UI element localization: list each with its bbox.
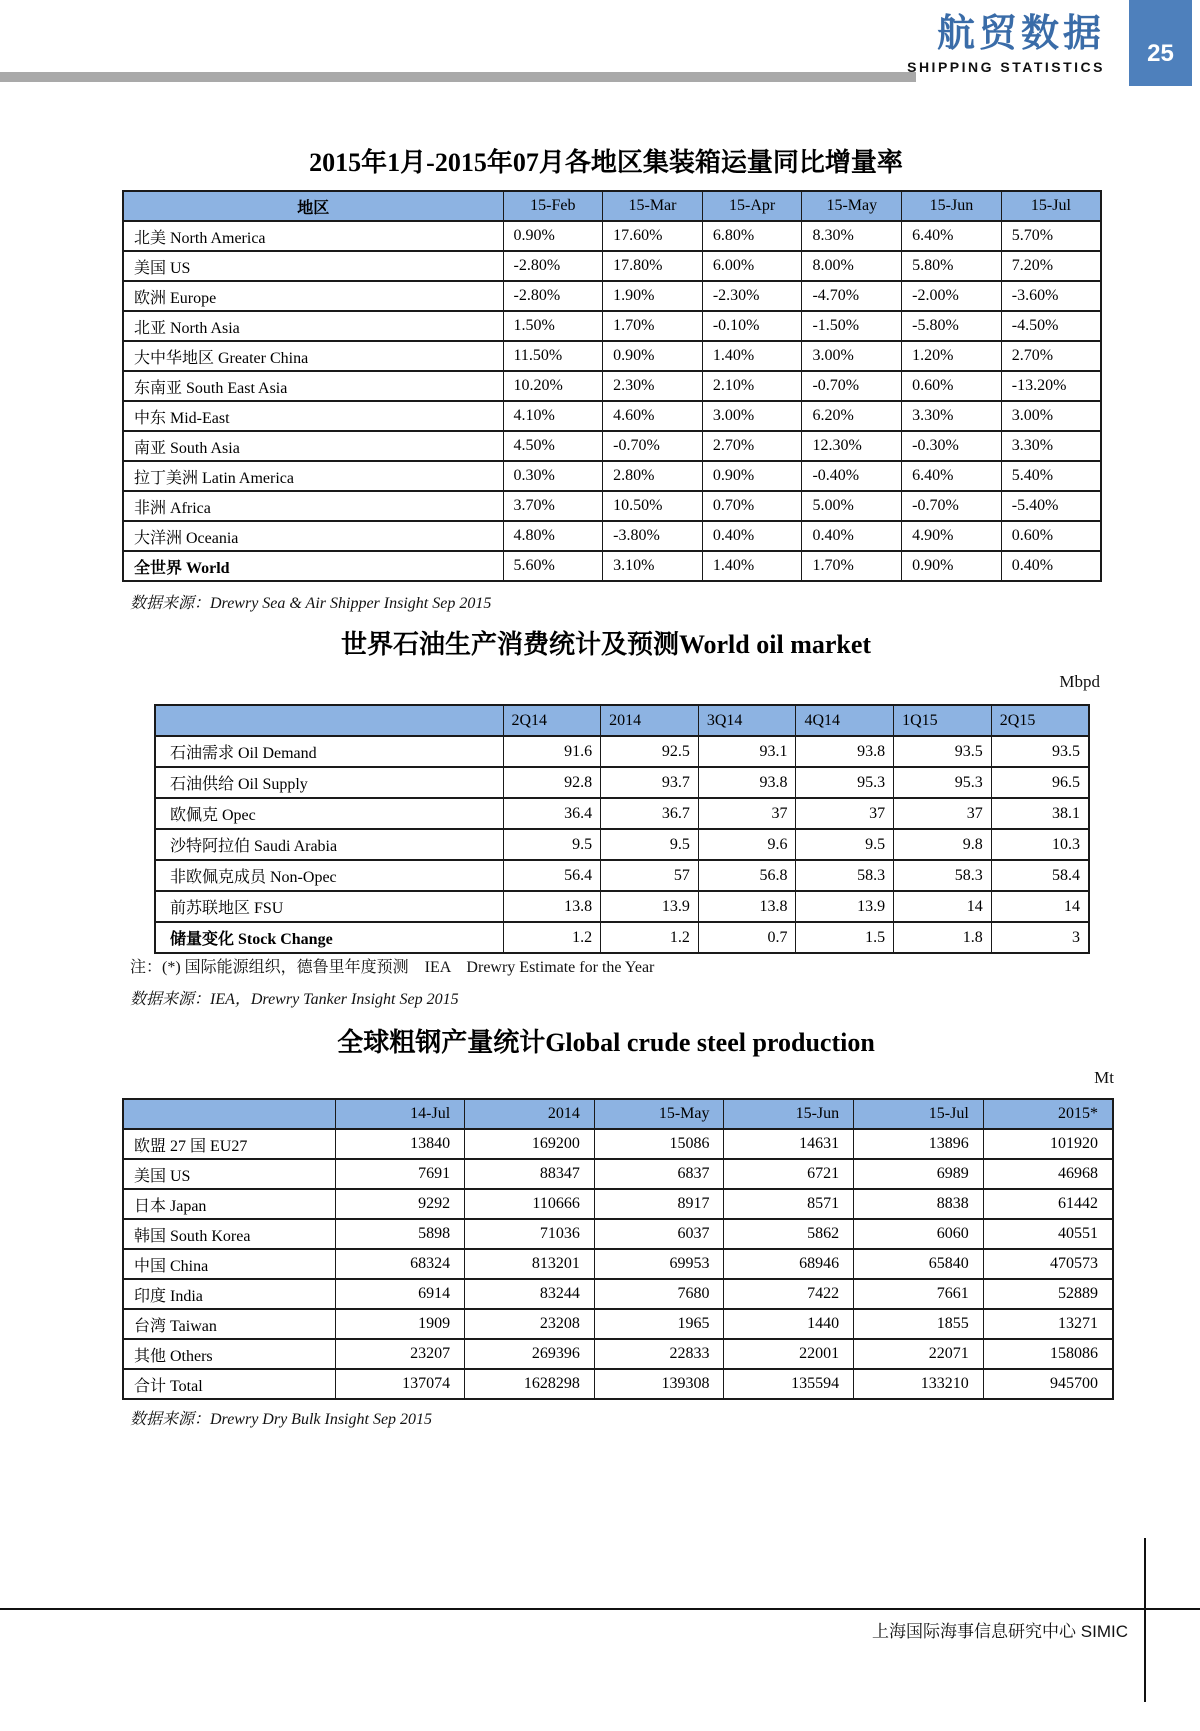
cell-value: 9.6 <box>698 829 796 860</box>
cell-value: 40551 <box>983 1219 1113 1249</box>
cell-value: 95.3 <box>796 767 894 798</box>
cell-value: 91.6 <box>503 736 601 767</box>
cell-value: 5.70% <box>1001 221 1101 251</box>
column-header: 2Q15 <box>991 705 1089 736</box>
cell-value: -2.80% <box>503 251 603 281</box>
cell-value: 93.7 <box>601 767 699 798</box>
cell-value: -5.40% <box>1001 491 1101 521</box>
cell-value: 11.50% <box>503 341 603 371</box>
cell-value: 8838 <box>854 1189 984 1219</box>
cell-value: -3.80% <box>603 521 703 551</box>
cell-value: 7.20% <box>1001 251 1101 281</box>
cell-value: 13.8 <box>698 891 796 922</box>
cell-value: 137074 <box>335 1369 465 1399</box>
cell-value: 36.7 <box>601 798 699 829</box>
table-row <box>123 1279 1113 1309</box>
row-label: 欧盟 27 国 EU27 <box>123 1129 335 1159</box>
cell-value: 0.90% <box>902 551 1002 581</box>
column-header <box>155 705 503 736</box>
row-label: 北美 North America <box>123 221 503 251</box>
table-header-row <box>155 705 1089 736</box>
cell-value: 6914 <box>335 1279 465 1309</box>
column-header: 15-Jun <box>724 1099 854 1129</box>
cell-value: 6.00% <box>702 251 802 281</box>
table-row <box>123 551 1101 581</box>
cell-value: 9.5 <box>796 829 894 860</box>
cell-value: 1.2 <box>601 922 699 953</box>
row-label: 欧洲 Europe <box>123 281 503 311</box>
cell-value: 10.50% <box>603 491 703 521</box>
table-row <box>123 431 1101 461</box>
cell-value: 2.70% <box>1001 341 1101 371</box>
cell-value: 1.2 <box>503 922 601 953</box>
footer-org-name: 上海国际海事信息研究中心 SIMIC <box>872 1622 1128 1641</box>
cell-value: 22833 <box>594 1339 724 1369</box>
cell-value: 1.40% <box>702 551 802 581</box>
source-note-steel: 数据来源：Drewry Dry Bulk Insight Sep 2015 <box>130 1411 433 1428</box>
table-row <box>123 1369 1113 1399</box>
cell-value: 3.30% <box>1001 431 1101 461</box>
cell-value: 0.60% <box>902 371 1002 401</box>
cell-value: 6.80% <box>702 221 802 251</box>
cell-value: -1.50% <box>802 311 902 341</box>
cell-value: 52889 <box>983 1279 1113 1309</box>
row-label: 台湾 Taiwan <box>123 1309 335 1339</box>
cell-value: 4.90% <box>902 521 1002 551</box>
cell-value: 3.00% <box>1001 401 1101 431</box>
cell-value: 0.90% <box>503 221 603 251</box>
cell-value: 0.40% <box>702 521 802 551</box>
cell-value: 93.8 <box>796 736 894 767</box>
cell-value: 38.1 <box>991 798 1089 829</box>
cell-value: 2.70% <box>702 431 802 461</box>
cell-value: 5.40% <box>1001 461 1101 491</box>
row-label: 大中华地区 Greater China <box>123 341 503 371</box>
cell-value: 95.3 <box>894 767 992 798</box>
cell-value: 22001 <box>724 1339 854 1369</box>
cell-value: 4.80% <box>503 521 603 551</box>
footnote-oil: 注：(*) 国际能源组织，德鲁里年度预测 IEA Drewry Estimate for the Year <box>130 959 655 976</box>
table-row <box>123 1219 1113 1249</box>
page-number: 25 <box>1147 40 1174 67</box>
cell-value: -5.80% <box>902 311 1002 341</box>
cell-value: 6.40% <box>902 461 1002 491</box>
table-row <box>123 1159 1113 1189</box>
cell-value: 65840 <box>854 1249 984 1279</box>
cell-value: 13271 <box>983 1309 1113 1339</box>
cell-value: 93.5 <box>991 736 1089 767</box>
cell-value: 37 <box>894 798 992 829</box>
table-row <box>123 1309 1113 1339</box>
row-label: 日本 Japan <box>123 1189 335 1219</box>
cell-value: 23208 <box>465 1309 595 1339</box>
cell-value: -13.20% <box>1001 371 1101 401</box>
column-header: 15-Mar <box>603 191 703 221</box>
footer-divider-line <box>0 1608 1200 1610</box>
cell-value: 5.60% <box>503 551 603 581</box>
cell-value: 6837 <box>594 1159 724 1189</box>
cell-value: 1.70% <box>802 551 902 581</box>
cell-value: 9.8 <box>894 829 992 860</box>
column-header: 3Q14 <box>698 705 796 736</box>
cell-value: 9292 <box>335 1189 465 1219</box>
cell-value: 1855 <box>854 1309 984 1339</box>
section-title-oil-market: 世界石油生产消费统计及预测World oil market <box>340 630 872 659</box>
table-row <box>155 860 1089 891</box>
table-row <box>155 922 1089 953</box>
cell-value: 3.70% <box>503 491 603 521</box>
row-label: 石油需求 Oil Demand <box>155 736 503 767</box>
row-label: 美国 US <box>123 1159 335 1189</box>
table-row <box>123 461 1101 491</box>
cell-value: 0.40% <box>802 521 902 551</box>
cell-value: 37 <box>698 798 796 829</box>
cell-value: 813201 <box>465 1249 595 1279</box>
cell-value: -0.10% <box>702 311 802 341</box>
cell-value: 133210 <box>854 1369 984 1399</box>
cell-value: 57 <box>601 860 699 891</box>
cell-value: 3 <box>991 922 1089 953</box>
cell-value: 14 <box>991 891 1089 922</box>
column-header: 15-Feb <box>503 191 603 221</box>
cell-value: 3.10% <box>603 551 703 581</box>
cell-value: 158086 <box>983 1339 1113 1369</box>
cell-value: 2.30% <box>603 371 703 401</box>
cell-value: 61442 <box>983 1189 1113 1219</box>
column-header: 15-May <box>594 1099 724 1129</box>
oil-market-table <box>154 704 1090 954</box>
table-row <box>123 491 1101 521</box>
table-row <box>123 281 1101 311</box>
table-row <box>123 1189 1113 1219</box>
cell-value: 9.5 <box>601 829 699 860</box>
table-row <box>123 341 1101 371</box>
cell-value: 470573 <box>983 1249 1113 1279</box>
table-row <box>123 311 1101 341</box>
table-row <box>123 1339 1113 1369</box>
table-row <box>155 767 1089 798</box>
column-header: 15-Jul <box>854 1099 984 1129</box>
cell-value: 8.30% <box>802 221 902 251</box>
cell-value: 13.9 <box>796 891 894 922</box>
cell-value: 6037 <box>594 1219 724 1249</box>
row-label: 北亚 North Asia <box>123 311 503 341</box>
cell-value: 8571 <box>724 1189 854 1219</box>
row-label: 储量变化 Stock Change <box>155 922 503 953</box>
cell-value: 56.4 <box>503 860 601 891</box>
cell-value: 13840 <box>335 1129 465 1159</box>
cell-value: 1628298 <box>465 1369 595 1399</box>
cell-value: -3.60% <box>1001 281 1101 311</box>
cell-value: 0.70% <box>702 491 802 521</box>
row-label: 石油供给 Oil Supply <box>155 767 503 798</box>
cell-value: 12.30% <box>802 431 902 461</box>
cell-value: 5862 <box>724 1219 854 1249</box>
cell-value: 5.00% <box>802 491 902 521</box>
column-header: 地区 <box>123 191 503 221</box>
cell-value: 93.5 <box>894 736 992 767</box>
cell-value: 0.90% <box>702 461 802 491</box>
table-header-row <box>123 1099 1113 1129</box>
cell-value: 110666 <box>465 1189 595 1219</box>
cell-value: -2.30% <box>702 281 802 311</box>
row-label: 中东 Mid-East <box>123 401 503 431</box>
cell-value: 22071 <box>854 1339 984 1369</box>
cell-value: 6060 <box>854 1219 984 1249</box>
cell-value: 96.5 <box>991 767 1089 798</box>
unit-label-mt: Mt <box>1094 1068 1114 1087</box>
cell-value: 3.00% <box>702 401 802 431</box>
cell-value: 101920 <box>983 1129 1113 1159</box>
column-header: 2014 <box>601 705 699 736</box>
column-header: 15-May <box>802 191 902 221</box>
cell-value: 93.8 <box>698 767 796 798</box>
row-label: 韩国 South Korea <box>123 1219 335 1249</box>
row-label: 非欧佩克成员 Non-Opec <box>155 860 503 891</box>
cell-value: 0.40% <box>1001 551 1101 581</box>
cell-value: 1.8 <box>894 922 992 953</box>
cell-value: 10.20% <box>503 371 603 401</box>
cell-value: -0.70% <box>603 431 703 461</box>
cell-value: 92.8 <box>503 767 601 798</box>
cell-value: 13896 <box>854 1129 984 1159</box>
cell-value: 13.8 <box>503 891 601 922</box>
page-number-badge <box>1129 0 1192 86</box>
source-note-oil: 数据来源：IEA，Drewry Tanker Insight Sep 2015 <box>130 991 459 1008</box>
cell-value: 8917 <box>594 1189 724 1219</box>
cell-value: 0.30% <box>503 461 603 491</box>
cell-value: 23207 <box>335 1339 465 1369</box>
cell-value: 83244 <box>465 1279 595 1309</box>
column-header <box>123 1099 335 1129</box>
cell-value: 3.00% <box>802 341 902 371</box>
cell-value: 6721 <box>724 1159 854 1189</box>
cell-value: -2.00% <box>902 281 1002 311</box>
cell-value: 36.4 <box>503 798 601 829</box>
header-brand <box>0 12 1105 75</box>
cell-value: -0.40% <box>802 461 902 491</box>
cell-value: 1.70% <box>603 311 703 341</box>
source-note-container: 数据来源：Drewry Sea & Air Shipper Insight Sep 2015 <box>130 595 492 612</box>
row-label: 东南亚 South East Asia <box>123 371 503 401</box>
column-header: 15-Jul <box>1001 191 1101 221</box>
table-row <box>123 1249 1113 1279</box>
row-label: 前苏联地区 FSU <box>155 891 503 922</box>
cell-value: -0.30% <box>902 431 1002 461</box>
cell-value: 14 <box>894 891 992 922</box>
column-header: 4Q14 <box>796 705 894 736</box>
cell-value: 2.80% <box>603 461 703 491</box>
cell-value: 7661 <box>854 1279 984 1309</box>
cell-value: 13.9 <box>601 891 699 922</box>
cell-value: 56.8 <box>698 860 796 891</box>
table-row <box>123 371 1101 401</box>
cell-value: 9.5 <box>503 829 601 860</box>
cell-value: 0.60% <box>1001 521 1101 551</box>
row-label: 欧佩克 Opec <box>155 798 503 829</box>
cell-value: 17.80% <box>603 251 703 281</box>
cell-value: 7691 <box>335 1159 465 1189</box>
row-label: 全世界 World <box>123 551 503 581</box>
cell-value: 1.50% <box>503 311 603 341</box>
cell-value: 1.20% <box>902 341 1002 371</box>
header-brand-english: SHIPPING STATISTICS <box>907 59 1105 75</box>
cell-value: 139308 <box>594 1369 724 1399</box>
cell-value: 169200 <box>465 1129 595 1159</box>
section-title-container-volume: 2015年1月-2015年07月各地区集装箱运量同比增量率 <box>309 148 903 177</box>
unit-label-mbpd: Mbpd <box>1059 672 1100 691</box>
table-row <box>155 829 1089 860</box>
row-label: 美国 US <box>123 251 503 281</box>
column-header: 2Q14 <box>503 705 601 736</box>
cell-value: 88347 <box>465 1159 595 1189</box>
cell-value: 4.60% <box>603 401 703 431</box>
row-label: 南亚 South Asia <box>123 431 503 461</box>
cell-value: 135594 <box>724 1369 854 1399</box>
cell-value: 17.60% <box>603 221 703 251</box>
cell-value: 945700 <box>983 1369 1113 1399</box>
cell-value: 6989 <box>854 1159 984 1189</box>
cell-value: 69953 <box>594 1249 724 1279</box>
cell-value: 1909 <box>335 1309 465 1339</box>
cell-value: 5.80% <box>902 251 1002 281</box>
container-volume-table <box>122 190 1102 582</box>
table-header-row <box>123 191 1101 221</box>
row-label: 大洋洲 Oceania <box>123 521 503 551</box>
cell-value: -2.80% <box>503 281 603 311</box>
table-row <box>123 521 1101 551</box>
cell-value: -0.70% <box>802 371 902 401</box>
cell-value: 0.90% <box>603 341 703 371</box>
cell-value: 1.90% <box>603 281 703 311</box>
cell-value: 7680 <box>594 1279 724 1309</box>
cell-value: 58.3 <box>894 860 992 891</box>
cell-value: 68324 <box>335 1249 465 1279</box>
cell-value: -0.70% <box>902 491 1002 521</box>
column-header: 1Q15 <box>894 705 992 736</box>
cell-value: 93.1 <box>698 736 796 767</box>
cell-value: 3.30% <box>902 401 1002 431</box>
cell-value: 4.10% <box>503 401 603 431</box>
table-row <box>123 1129 1113 1159</box>
right-margin-rule <box>1144 1538 1146 1702</box>
column-header: 2015* <box>983 1099 1113 1129</box>
cell-value: 269396 <box>465 1339 595 1369</box>
cell-value: 58.3 <box>796 860 894 891</box>
row-label: 沙特阿拉伯 Saudi Arabia <box>155 829 503 860</box>
row-label: 合计 Total <box>123 1369 335 1399</box>
row-label: 其他 Others <box>123 1339 335 1369</box>
cell-value: 0.7 <box>698 922 796 953</box>
cell-value: 71036 <box>465 1219 595 1249</box>
header-brand-chinese: 航贸数据 <box>936 13 1105 55</box>
cell-value: 68946 <box>724 1249 854 1279</box>
cell-value: 6.40% <box>902 221 1002 251</box>
row-label: 拉丁美洲 Latin America <box>123 461 503 491</box>
cell-value: 8.00% <box>802 251 902 281</box>
cell-value: 14631 <box>724 1129 854 1159</box>
cell-value: 1.40% <box>702 341 802 371</box>
table-row <box>123 251 1101 281</box>
section-title-steel: 全球粗钢产量统计Global crude steel production <box>337 1028 875 1057</box>
cell-value: 7422 <box>724 1279 854 1309</box>
cell-value: 46968 <box>983 1159 1113 1189</box>
table-row <box>155 891 1089 922</box>
cell-value: 10.3 <box>991 829 1089 860</box>
cell-value: 58.4 <box>991 860 1089 891</box>
cell-value: 5898 <box>335 1219 465 1249</box>
cell-value: 1965 <box>594 1309 724 1339</box>
cell-value: -4.70% <box>802 281 902 311</box>
steel-production-table <box>122 1098 1114 1400</box>
column-header: 14-Jul <box>335 1099 465 1129</box>
table-row <box>155 798 1089 829</box>
column-header: 2014 <box>465 1099 595 1129</box>
cell-value: 37 <box>796 798 894 829</box>
cell-value: 4.50% <box>503 431 603 461</box>
row-label: 非洲 Africa <box>123 491 503 521</box>
cell-value: 2.10% <box>702 371 802 401</box>
cell-value: 1440 <box>724 1309 854 1339</box>
cell-value: -4.50% <box>1001 311 1101 341</box>
cell-value: 15086 <box>594 1129 724 1159</box>
table-row <box>123 401 1101 431</box>
table-row <box>123 221 1101 251</box>
column-header: 15-Jun <box>902 191 1002 221</box>
cell-value: 6.20% <box>802 401 902 431</box>
table-row <box>155 736 1089 767</box>
cell-value: 92.5 <box>601 736 699 767</box>
cell-value: 1.5 <box>796 922 894 953</box>
row-label: 印度 India <box>123 1279 335 1309</box>
row-label: 中国 China <box>123 1249 335 1279</box>
column-header: 15-Apr <box>702 191 802 221</box>
